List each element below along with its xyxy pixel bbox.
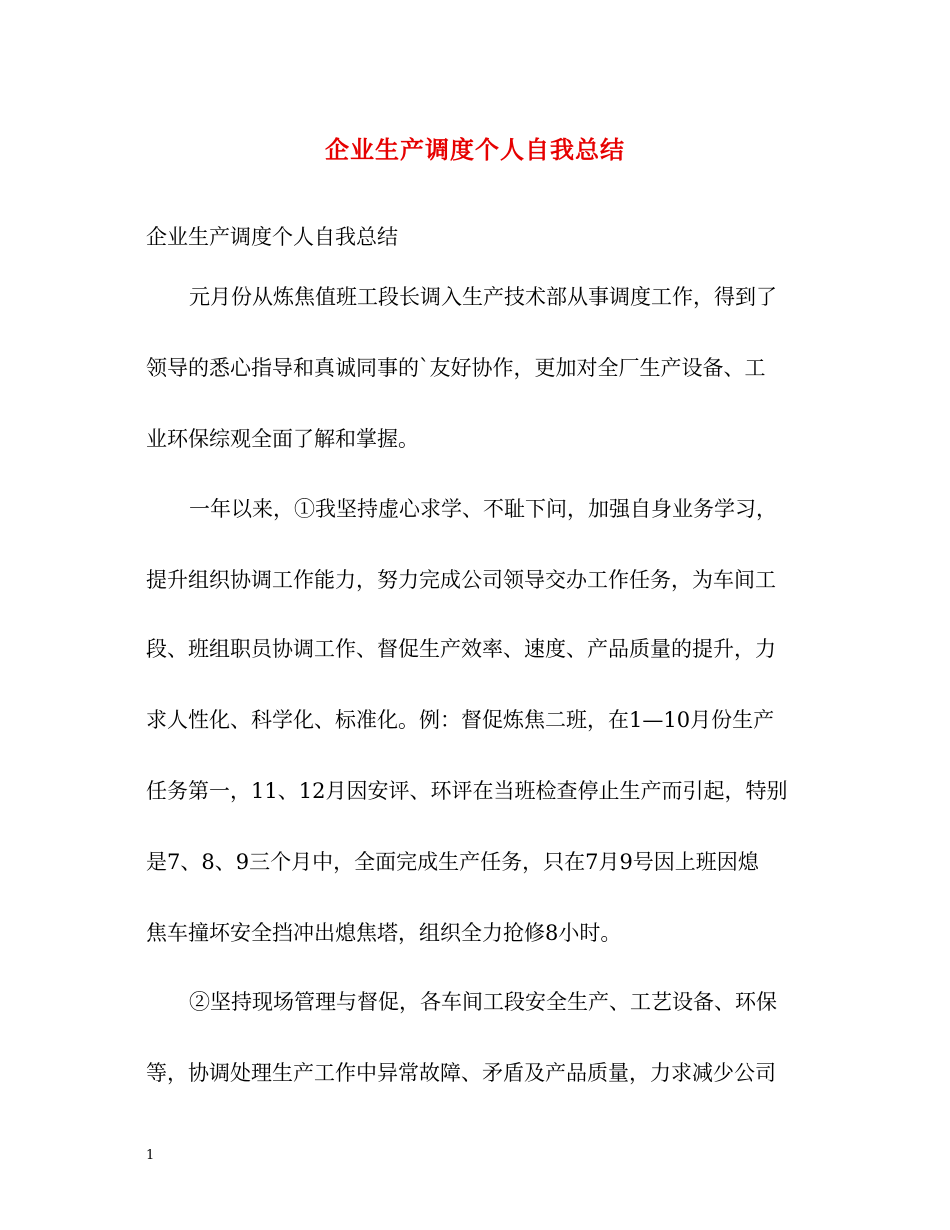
- page-number: 1: [146, 1148, 155, 1163]
- paragraph-line: ②坚持现场管理与督促，各车间工段安全生产、工艺设备、环保: [189, 990, 777, 1014]
- paragraph-line: 一年以来，①我坚持虚心求学、不耻下问，加强自身业务学习，: [189, 497, 777, 521]
- paragraph-line: 元月份从炼焦值班工段长调入生产技术部从事调度工作，得到了: [189, 285, 777, 309]
- paragraph-line: 业环保综观全面了解和掌握。: [146, 427, 419, 451]
- paragraph-line: 段、班组职员协调工作、督促生产效率、速度、产品质量的提升，力: [146, 637, 776, 661]
- paragraph-line: 是7、8、9三个月中，全面完成生产任务，只在7月9号因上班因熄: [146, 850, 759, 874]
- paragraph-line: 焦车撞坏安全挡冲出熄焦塔，组织全力抢修8小时。: [146, 921, 622, 945]
- paragraph-line: 领导的悉心指导和真诚同事的`友好协作，更加对全厂生产设备、工: [146, 356, 766, 380]
- document-title: 企业生产调度个人自我总结: [325, 135, 625, 164]
- paragraph-line: 求人性化、科学化、标准化。例：督促炼焦二班，在1—10月份生产: [146, 708, 775, 732]
- section-heading: 企业生产调度个人自我总结: [146, 225, 398, 249]
- paragraph-line: 等，协调处理生产工作中异常故障、矛盾及产品质量，力求减少公司: [146, 1061, 776, 1085]
- paragraph-line: 任务第一，11、12月因安评、环评在当班检查停止生产而引起，特别: [146, 779, 788, 803]
- paragraph-line: 提升组织协调工作能力，努力完成公司领导交办工作任务，为车间工: [146, 568, 776, 592]
